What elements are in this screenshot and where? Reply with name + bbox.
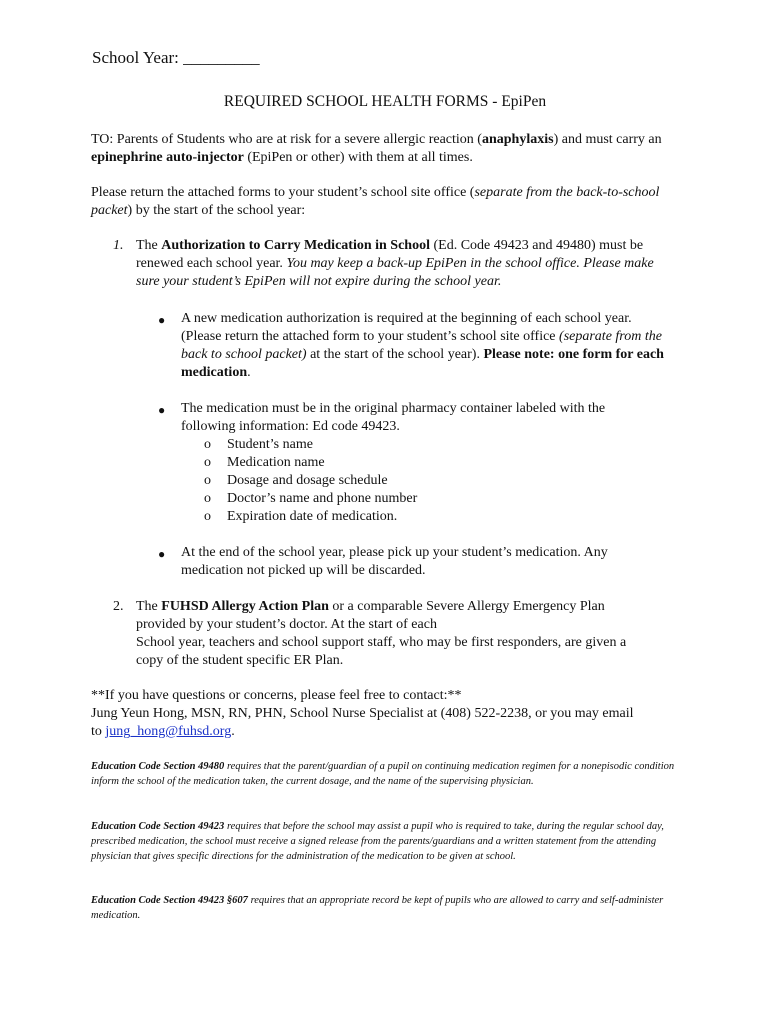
ed-code-note	[91, 819, 691, 864]
list-number: 2.	[113, 599, 124, 614]
contact-text: to	[91, 724, 106, 739]
contact-heading: **If you have questions or concerns, please feel free to contact:**	[91, 688, 462, 703]
note-heading: Education Code Section 49423	[91, 821, 225, 832]
bullet-text: The medication must be in the original pharmacy container labeled with the following information: Ed code 49423.	[181, 401, 606, 434]
item-2-line: provided by your student’s doctor. At the start of each	[136, 617, 437, 632]
contact-details: Jung Yeun Hong, MSN, RN, PHN, School Nurse Specialist at (408) 522-2238, or you may email	[91, 706, 634, 721]
sub-marker: o	[204, 509, 211, 524]
item-text: (Ed. Code 49423 and 49480) must be renewed each school year.	[136, 238, 644, 271]
return-text: Please return the attached forms to your student’s school site office (	[91, 185, 475, 200]
sub-marker: o	[204, 473, 211, 488]
school-year-field: School Year: _________	[92, 48, 260, 67]
ed-code-note	[91, 893, 691, 923]
item-2-line: copy of the student specific ER Plan.	[136, 653, 344, 668]
sub-marker: o	[204, 455, 211, 470]
intro-text: TO: Parents of Students who are at risk for a severe allergic reaction (	[91, 132, 482, 147]
bullet-marker: ●	[158, 313, 166, 327]
sub-item-text: Expiration date of medication.	[227, 509, 398, 524]
note-heading: Education Code Section 49423 §607	[91, 895, 248, 906]
return-forms-paragraph	[91, 184, 691, 220]
intro-text: ) and must carry an	[553, 132, 662, 147]
sub-item-text: Dosage and dosage schedule	[227, 473, 388, 488]
item-text: The	[136, 599, 162, 614]
bullet-item	[0, 400, 770, 436]
list-item-1	[0, 237, 770, 291]
item-1-italic-note: You may keep a back-up EpiPen in the school office. Please make sure your student’s EpiPen will not expire during the school year.	[136, 256, 654, 289]
contact-text: .	[231, 724, 235, 739]
item-text: The	[136, 238, 162, 253]
note-text: requires that before the school may assist a pupil who is required to take, during the regular school day, prescribed medication, the school must receive a signed release from the parents/guardians and a written statement from the attending physician that gives specific directions for the administration of the medication to be given at school.	[91, 821, 664, 862]
bullet-marker: ●	[158, 547, 166, 561]
allergy-plan-bold: FUHSD Allergy Action Plan	[161, 599, 329, 614]
sub-item-text: Student’s name	[227, 437, 313, 452]
note-text: requires that an appropriate record be kept of pupils who are allowed to carry and self-administer medication.	[91, 895, 664, 921]
item-1-text	[136, 237, 662, 291]
bullet-text-part: .	[247, 365, 251, 380]
bullet-marker: ●	[158, 403, 166, 417]
bullet-italic: (separate from the back to school packet)	[181, 329, 662, 362]
item-2-line: School year, teachers and school support staff, who may be first responders, are given a	[136, 635, 627, 650]
auto-injector-bold: epinephrine auto-injector	[91, 150, 244, 165]
bullet-item	[0, 544, 770, 580]
bullet-bold: Please note: one form for each medication	[181, 347, 664, 380]
note-text: requires that the parent/guardian of a pupil on continuing medication regimen for a nonepisodic condition inform the school of the medication taken, the current dosage, and the name of the supervising physician.	[91, 761, 675, 787]
item-2-line	[136, 598, 696, 616]
contact-email-line	[91, 723, 691, 741]
bullet-text: At the end of the school year, please pick up your student’s medication. Any medication not picked up will be discarded.	[181, 545, 608, 578]
list-number: 1.	[113, 238, 124, 253]
sub-marker: o	[204, 437, 211, 452]
ed-code-note	[91, 759, 691, 789]
sub-list	[0, 436, 770, 526]
anaphylaxis-bold: anaphylaxis	[481, 132, 554, 147]
email-link[interactable]: jung_hong@fuhsd.org	[105, 724, 232, 739]
bullet-item	[0, 310, 770, 382]
page-title: REQUIRED SCHOOL HEALTH FORMS - EpiPen	[223, 93, 547, 110]
authorization-bold: Authorization to Carry Medication in School	[161, 238, 430, 253]
bullet-text	[181, 310, 669, 382]
intro-text: (EpiPen or other) with them at all times.	[243, 150, 473, 165]
note-heading: Education Code Section 49480	[91, 761, 225, 772]
bullet-text-part: at the start of the school year).	[306, 347, 484, 362]
return-italic: separate from the back-to-school packet	[91, 185, 660, 218]
bullet-text-part: A new medication authorization is required at the beginning of each school year. (Please return the attached form to your student’s school site office	[181, 311, 632, 344]
item-text: or a comparable Severe Allergy Emergency Plan	[328, 599, 605, 614]
return-text: ) by the start of the school year:	[127, 203, 306, 218]
sub-item-text: Doctor’s name and phone number	[227, 491, 418, 506]
sub-marker: o	[204, 491, 211, 506]
intro-to-paragraph	[91, 131, 691, 167]
list-item-2	[0, 598, 770, 670]
sub-item-text: Medication name	[227, 455, 325, 470]
